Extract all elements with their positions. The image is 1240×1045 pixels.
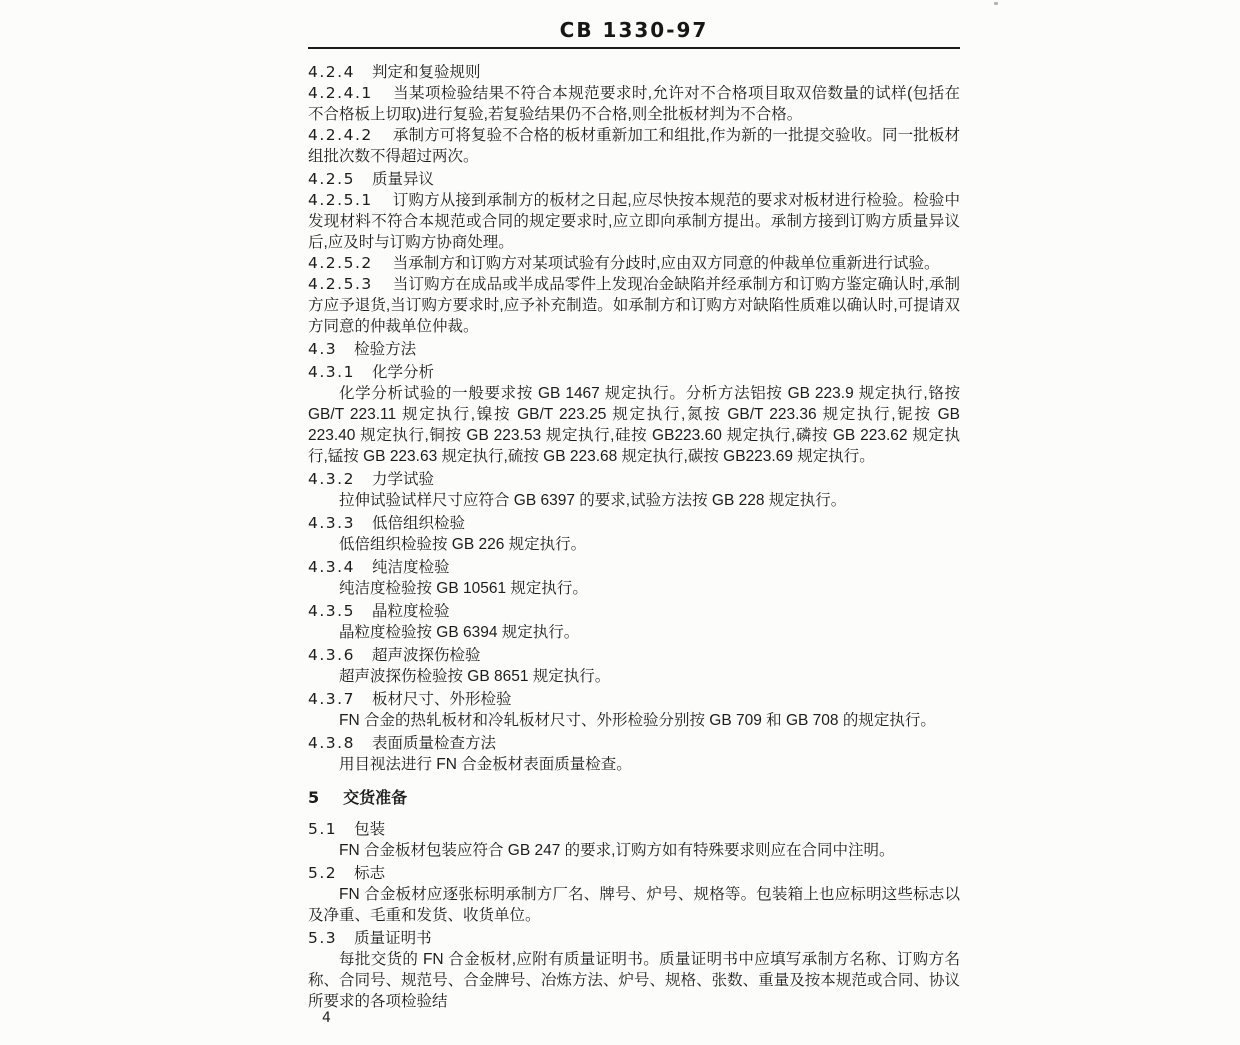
- section-title: 判定和复验规则: [371, 64, 481, 81]
- section-number: 4.2.4.1: [308, 84, 373, 102]
- body-paragraph: [308, 383, 960, 467]
- paragraph-text: 当某项检验结果不符合本规范要求时,允许对不合格项目取双倍数量的试样(包括在不合格板上切取)进行复验,若复验结果仍不合格,则全批板材判为不合格。: [308, 85, 960, 123]
- page-number: 4: [322, 1010, 331, 1026]
- section-title: 质量证明书: [354, 930, 432, 947]
- section-title: 晶粒度检验: [371, 603, 450, 620]
- body-paragraph: [308, 666, 960, 687]
- header-rule: [308, 47, 960, 49]
- section-heading: [308, 689, 960, 710]
- paragraph-text: 化学分析试验的一般要求按 GB 1467 规定执行。分析方法铝按 GB 223.9 规定执行,铬按 GB/T 223.11 规定执行,镍按 GB/T 223.25 规定执行,氮按 GB/T 223.36 规定执行,铌按 GB 223.40 规定执行,铜按 GB 223.53 规定执行,硅按 GB223.60 规定执行,磷按 GB 223.62 规定执行,锰按 GB 223.63 规定执行,硫按 GB 223.68 规定执行,碳按 GB223.69 规定执行。: [308, 385, 960, 465]
- section-heading: [308, 601, 960, 622]
- clause-paragraph: [308, 274, 960, 337]
- section-number: 4.3: [308, 340, 338, 358]
- section-number: 5: [308, 788, 320, 807]
- section-heading: [308, 469, 960, 490]
- clause-paragraph: [308, 125, 960, 167]
- scan-artifact: [994, 2, 998, 5]
- paragraph-text: FN 合金的热轧板材和冷轧板材尺寸、外形检验分别按 GB 709 和 GB 708 的规定执行。: [339, 712, 936, 729]
- section-heading: [308, 863, 960, 884]
- body-paragraph: [308, 490, 960, 511]
- standard-code-header: CB 1330-97: [559, 18, 709, 42]
- section-heading: [308, 928, 960, 949]
- paragraph-text: 用目视法进行 FN 合金板材表面质量检查。: [339, 756, 632, 773]
- section-number: 5.3: [308, 929, 338, 947]
- paragraph-text: 拉伸试验试样尺寸应符合 GB 6397 的要求,试验方法按 GB 228 规定执行。: [339, 492, 847, 509]
- paragraph-text: 订购方从接到承制方的板材之日起,应尽快按本规范的要求对板材进行检验。检验中发现材料不符合本规范或合同的规定要求时,应立即向承制方提出。承制方接到订购方质量异议后,应及时与订购方协商处理。: [308, 192, 960, 251]
- section-number: 4.3.4: [308, 558, 355, 576]
- body-paragraph: [308, 949, 960, 1012]
- section-heading: [308, 733, 960, 754]
- section-number: 4.3.3: [308, 514, 355, 532]
- section-title: 质量异议: [371, 171, 434, 188]
- document-body: [308, 62, 960, 1012]
- section-heading: [308, 339, 960, 360]
- paragraph-text: 低倍组织检验按 GB 226 规定执行。: [339, 536, 587, 553]
- section-number: 4.3.2: [308, 470, 355, 488]
- section-title: 检验方法: [354, 341, 417, 358]
- body-paragraph: [308, 578, 960, 599]
- section-number: 4.2.4.2: [308, 126, 373, 144]
- section-number: 5.2: [308, 864, 338, 882]
- section-title: 化学分析: [371, 364, 434, 381]
- section-heading: [308, 169, 960, 190]
- section-heading: [308, 62, 960, 83]
- section-number: 4.2.5.2: [308, 254, 373, 272]
- clause-paragraph: [308, 83, 960, 125]
- section-number: 4.3.1: [308, 363, 355, 381]
- clause-paragraph: [308, 253, 960, 274]
- section-number: 4.2.5.1: [308, 191, 373, 209]
- section-title: 板材尺寸、外形检验: [371, 691, 512, 708]
- section-title: 力学试验: [371, 471, 434, 488]
- section-title: 交货准备: [343, 790, 408, 807]
- body-paragraph: [308, 710, 960, 731]
- section-title: 低倍组织检验: [371, 515, 465, 532]
- section-title: 标志: [354, 865, 386, 882]
- section-title: 包装: [354, 821, 386, 838]
- section-title: 纯洁度检验: [371, 559, 450, 576]
- paragraph-text: FN 合金板材应逐张标明承制方厂名、牌号、炉号、规格等。包装箱上也应标明这些标志以及净重、毛重和发货、收货单位。: [308, 886, 960, 924]
- body-paragraph: [308, 534, 960, 555]
- paragraph-text: 当订购方在成品或半成品零件上发现冶金缺陷并经承制方和订购方鉴定确认时,承制方应予退货,当订购方要求时,应予补充制造。如承制方和订购方对缺陷性质难以确认时,可提请双方同意的仲裁单位仲裁。: [308, 276, 960, 335]
- section-number: 4.3.8: [308, 734, 355, 752]
- document-content: [308, 18, 960, 1012]
- paragraph-text: 超声波探伤检验按 GB 8651 规定执行。: [339, 668, 611, 685]
- section-number: 4.3.5: [308, 602, 355, 620]
- section-heading: [308, 645, 960, 666]
- section-number: 4.3.6: [308, 646, 355, 664]
- section-number: 4.2.5.3: [308, 275, 373, 293]
- section-title: 超声波探伤检验: [371, 647, 481, 664]
- body-paragraph: [308, 754, 960, 775]
- body-paragraph: [308, 884, 960, 926]
- paragraph-text: 每批交货的 FN 合金板材,应附有质量证明书。质量证明书中应填写承制方名称、订购方名称、合同号、规范号、合金牌号、冶炼方法、炉号、规格、张数、重量及按本规范或合同、协议所要求的各项检验结: [308, 951, 960, 1010]
- section-number: 4.3.7: [308, 690, 355, 708]
- section-heading: [308, 362, 960, 383]
- paragraph-text: 晶粒度检验按 GB 6394 规定执行。: [339, 624, 580, 641]
- body-paragraph: [308, 840, 960, 861]
- clause-paragraph: [308, 190, 960, 253]
- chapter-heading: [308, 787, 960, 809]
- section-heading: [308, 557, 960, 578]
- paragraph-text: 纯洁度检验按 GB 10561 规定执行。: [339, 580, 588, 597]
- section-heading: [308, 513, 960, 534]
- body-paragraph: [308, 622, 960, 643]
- paragraph-text: 当承制方和订购方对某项试验有分歧时,应由双方同意的仲裁单位重新进行试验。: [392, 255, 940, 272]
- section-number: 5.1: [308, 820, 338, 838]
- section-heading: [308, 819, 960, 840]
- paragraph-text: FN 合金板材包装应符合 GB 247 的要求,订购方如有特殊要求则应在合同中注明。: [339, 842, 895, 859]
- section-number: 4.2.4: [308, 63, 355, 81]
- section-title: 表面质量检查方法: [371, 735, 496, 752]
- section-number: 4.2.5: [308, 170, 355, 188]
- paragraph-text: 承制方可将复验不合格的板材重新加工和组批,作为新的一批提交验收。同一批板材组批次数不得超过两次。: [308, 127, 960, 165]
